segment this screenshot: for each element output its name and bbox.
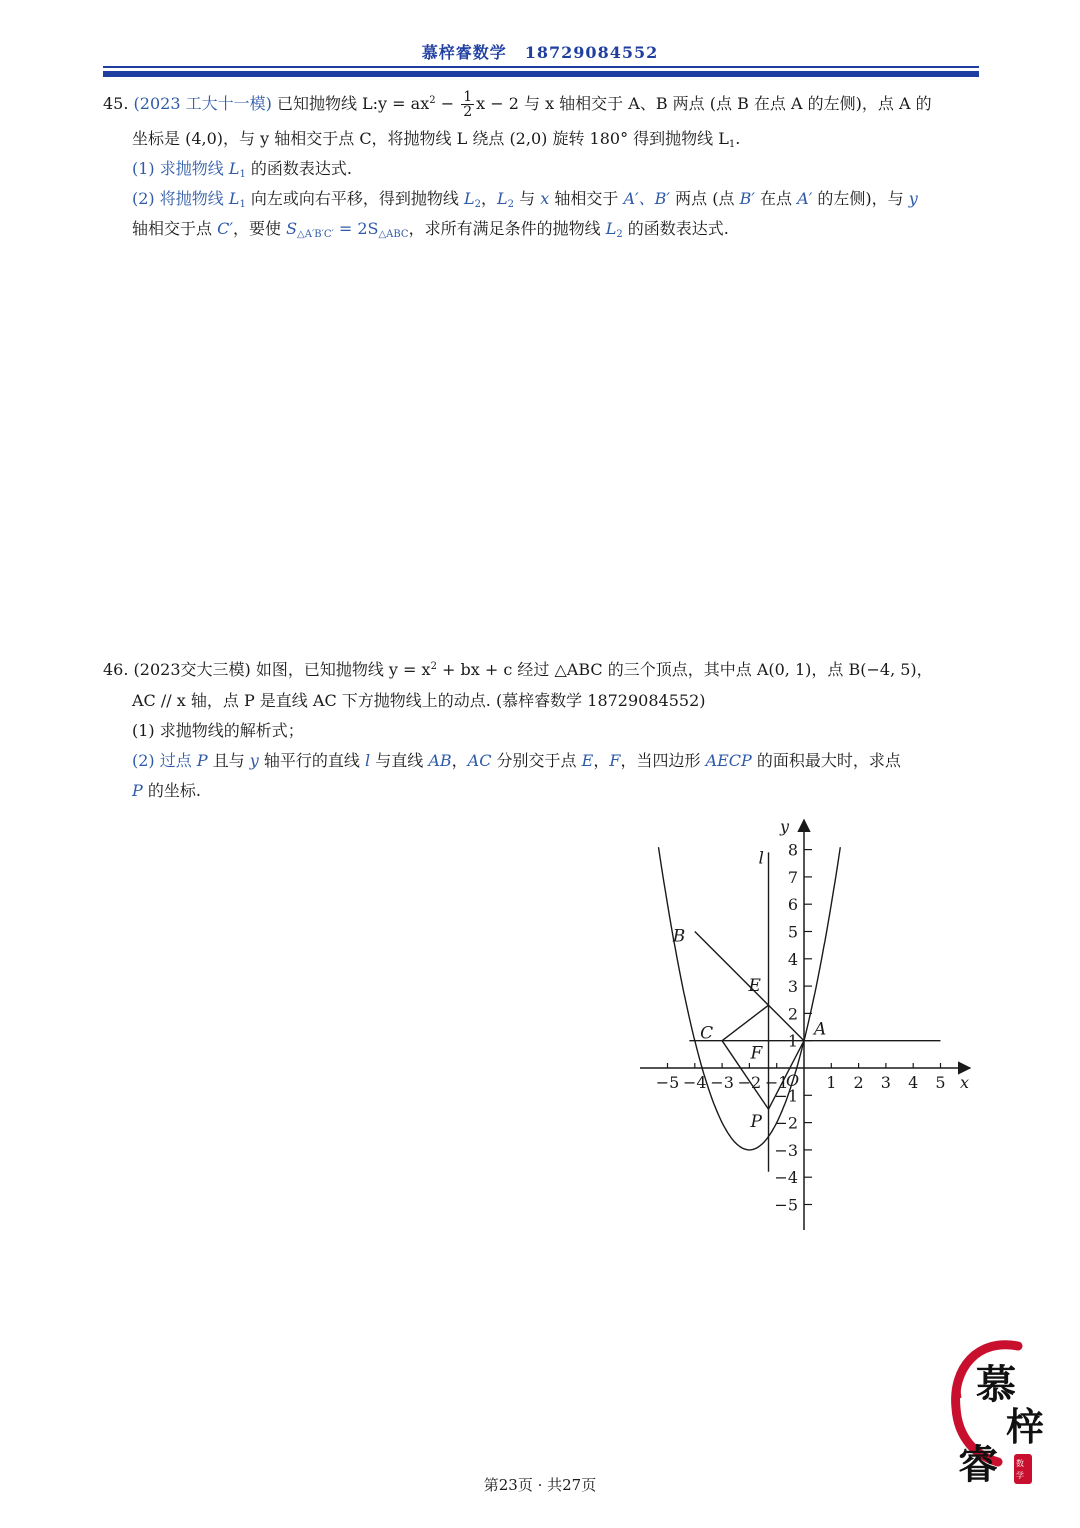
- origin-label: O: [786, 1071, 800, 1090]
- point-c-label: C: [700, 1023, 714, 1044]
- y-tick-label: −1: [774, 1086, 798, 1106]
- x-tick-label: 2: [853, 1073, 864, 1092]
- point-e-label: E: [748, 976, 761, 997]
- point-b-label: B: [672, 926, 686, 947]
- header-rule-thin: [103, 66, 979, 68]
- q45-source: (2023 工大十一模): [133, 94, 272, 113]
- x-axis-label: x: [960, 1073, 970, 1092]
- page-footer: 第23页 · 共27页: [483, 1476, 597, 1494]
- x-tick-label: −3: [710, 1073, 734, 1092]
- page-header: [0, 40, 1080, 63]
- svg-text:数: 数: [1016, 1459, 1024, 1468]
- q45-part1: (1) 求抛物线 $L_1$ 的函数表达式.: [132, 159, 353, 180]
- segment-ce: [722, 1005, 768, 1040]
- y-tick-label: 3: [787, 977, 798, 997]
- brand-logo: [948, 1338, 1048, 1488]
- svg-text:学: 学: [1016, 1471, 1024, 1480]
- x-tick-label: −2: [737, 1073, 762, 1092]
- x-tick-label: 1: [826, 1073, 837, 1092]
- y-tick-label: 8: [787, 840, 798, 860]
- y-tick-label: 4: [787, 949, 798, 969]
- q45-line1: 45. (2023 工大十一模) 已知抛物线 L:y = $ax^2$ − $\frac{1}{2}$ x − 2 与 x 轴相交于 A、B 两点 (点 B 在点 A 的左侧)，点 A 的: [103, 89, 932, 120]
- point-a-label: A: [814, 1019, 827, 1040]
- point-p-label: P: [750, 1112, 762, 1133]
- svg-text:慕: 慕: [976, 1361, 1016, 1408]
- point-f-label: F: [750, 1043, 763, 1064]
- y-axis-label: y: [780, 817, 790, 836]
- x-tick-label: −4: [683, 1073, 707, 1092]
- x-tick-label: −1: [764, 1073, 789, 1092]
- q46-line1: 46. (2023交大三模) 如图，已知抛物线 $y = x^2$ + bx + c 经过 △ABC 的三个顶点，其中点 A(0, 1)，点 B(−4, 5)，: [103, 660, 933, 679]
- header-rule-thick: [103, 71, 979, 77]
- line-l-label: l: [758, 848, 764, 869]
- y-tick-label: 5: [787, 922, 798, 942]
- y-tick-label: 2: [787, 1004, 798, 1024]
- y-tick-label: 1: [787, 1031, 798, 1051]
- x-tick-label: 4: [908, 1073, 919, 1092]
- q45-fraction: $\frac{1}{2}$: [463, 89, 473, 120]
- y-tick-label: −4: [774, 1168, 798, 1188]
- y-tick-label: −5: [774, 1195, 798, 1215]
- q45-part2: (2) 将抛物线 $L_1$ 向左或向右平移，得到抛物线 $L_2$，$L_2$ 与 x 轴相交于 A′、B′ 两点 (点 B′ 在点 A′ 的左侧)，与 y: [132, 189, 918, 210]
- q46-line5: P 的坐标.: [132, 781, 201, 800]
- q46-part2: (2) 过点 P 且与 y 轴平行的直线 l 与直线 AB，AC 分别交于点 E，F，当四边形 AECP 的面积最大时，求点: [132, 751, 901, 770]
- parabola-graph: [630, 812, 980, 1242]
- y-tick-label: 6: [787, 895, 798, 915]
- y-tick-label: −3: [774, 1140, 798, 1160]
- header-brand: 慕梓睿数学: [421, 43, 507, 62]
- svg-text:睿: 睿: [958, 1441, 998, 1488]
- q45-line4: 轴相交于点 C′，要使 $S_{\triangle A'B'C'} = 2S_{\triangle ABC}$，求所有满足条件的抛物线 $L_2$ 的函数表达式.: [132, 219, 729, 240]
- parabola-curve: [659, 847, 841, 1150]
- header-phone: 18729084552: [524, 43, 659, 62]
- svg-text:梓: 梓: [1006, 1404, 1045, 1449]
- q46-part1: (1) 求抛物线的解析式；: [132, 721, 304, 740]
- x-tick-label: 5: [935, 1073, 946, 1092]
- q45-line2: 坐标是 (4,0)，与 y 轴相交于点 C，将抛物线 L 绕点 (2,0) 旋转 180° 得到抛物线 $L_1$.: [132, 129, 741, 150]
- y-tick-label: −2: [774, 1113, 798, 1133]
- y-tick-label: 7: [787, 867, 798, 887]
- q46-line2: AC // x 轴，点 P 是直线 AC 下方抛物线上的动点. (慕梓睿数学 18729084552): [132, 691, 706, 710]
- x-tick-label: −5: [655, 1073, 680, 1092]
- x-tick-label: 3: [880, 1073, 891, 1092]
